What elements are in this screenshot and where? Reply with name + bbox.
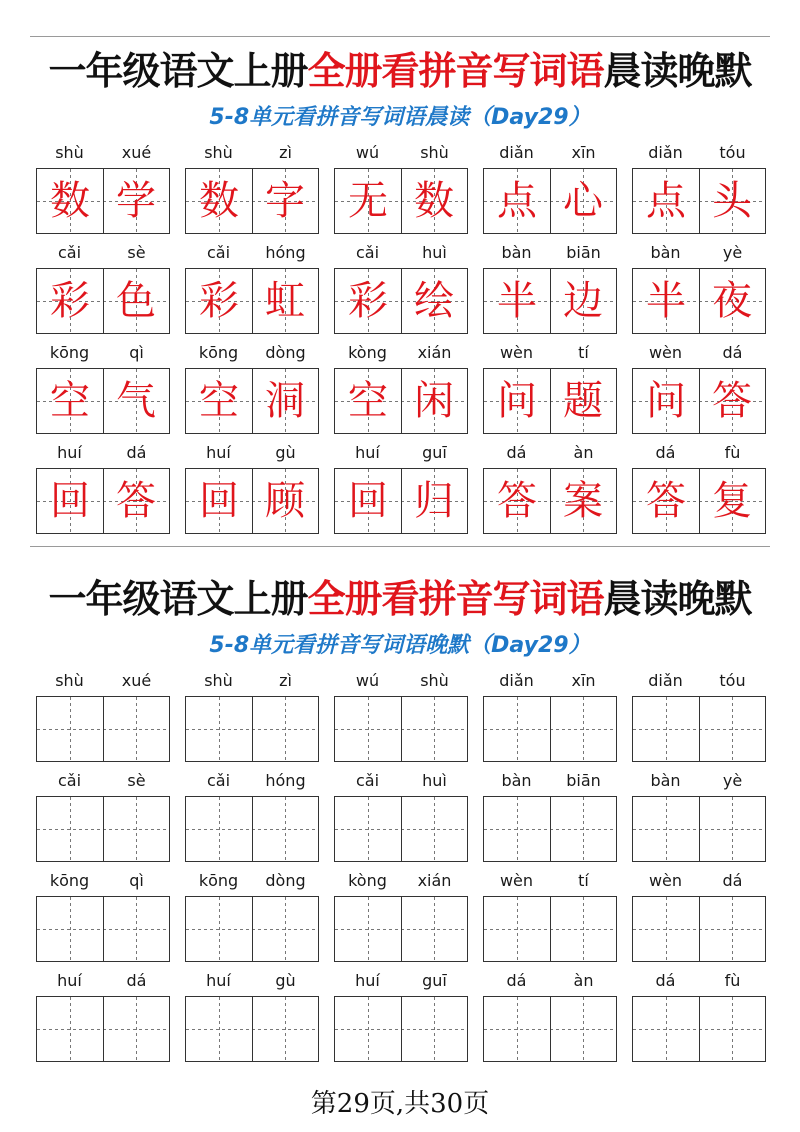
hanzi-character: 空 [50,378,90,424]
writing-box[interactable] [334,696,468,762]
word-row [0,240,800,336]
title-suffix: 晨读晚默 [603,48,752,93]
pinyin-label: huí [355,443,380,462]
hanzi-character: 夜 [712,278,752,324]
pinyin-label: huì [422,771,447,790]
pinyin-label: xián [417,871,452,890]
pinyin-label: gù [275,443,296,462]
pinyin-label: zì [279,671,292,690]
hanzi-character: 点 [646,178,686,224]
tianzige-box [334,368,468,434]
tianzige-box [632,468,766,534]
hanzi-character: 问 [646,378,686,424]
writing-box[interactable] [632,996,766,1062]
word-cell [185,340,319,436]
writing-box[interactable] [36,796,170,862]
hanzi-character: 回 [348,478,388,524]
word-cell [334,968,468,1064]
pinyin-label: wú [355,671,380,690]
pinyin-label: kòng [348,343,387,362]
word-cell [632,340,766,436]
pinyin-label: diǎn [499,671,534,690]
hanzi-character: 绘 [414,278,454,324]
tianzige-box [36,168,170,234]
pinyin-label: kōng [49,343,90,362]
title-highlight: 全册看拼音写词语 [307,48,604,93]
hanzi-character: 案 [563,478,603,524]
section-subtitle: 5-8单元看拼音写词语晨读（Day29） [209,105,591,130]
word-row [0,768,800,864]
evening-dictation-section [0,564,800,1074]
pinyin-label: tóu [719,143,746,162]
pinyin-label: cǎi [206,243,231,262]
pinyin-label: huì [422,243,447,262]
pinyin-label: shù [55,671,84,690]
pinyin-label: àn [573,971,594,990]
pinyin-label: xīn [571,671,596,690]
word-cell [632,140,766,236]
pinyin-label: dá [655,443,676,462]
writing-box[interactable] [483,696,617,762]
pinyin-label: fù [724,443,741,462]
word-cell [185,868,319,964]
hanzi-character: 气 [116,378,156,424]
pinyin-label: huí [206,971,231,990]
word-cell [483,340,617,436]
word-cell [334,868,468,964]
word-cell [36,768,170,864]
word-cell [632,968,766,1064]
word-row [0,668,800,764]
word-cell [36,340,170,436]
hanzi-character: 问 [497,378,537,424]
writing-box[interactable] [632,696,766,762]
tianzige-box [36,368,170,434]
pinyin-label: àn [573,443,594,462]
hanzi-character: 色 [116,278,156,324]
section-title [0,42,800,100]
pinyin-label: wú [355,143,380,162]
morning-reading-section [0,36,800,546]
tianzige-box [632,168,766,234]
hanzi-character: 学 [116,178,156,224]
pinyin-label: qì [129,871,144,890]
writing-box[interactable] [36,896,170,962]
middle-divider [30,546,770,547]
word-cell [36,868,170,964]
word-cell [185,668,319,764]
word-cell [483,140,617,236]
pinyin-label: cǎi [57,243,82,262]
pinyin-label: huí [57,443,82,462]
writing-box[interactable] [36,996,170,1062]
section-title [0,570,800,628]
hanzi-character: 字 [265,178,305,224]
hanzi-character: 数 [50,178,90,224]
pinyin-label: wèn [648,343,683,362]
section-subtitle: 5-8单元看拼音写词语晚默（Day29） [209,633,591,658]
hanzi-character: 虹 [265,278,305,324]
pinyin-label: yè [722,771,743,790]
title-prefix: 一年级语文上册 [48,576,308,621]
hanzi-character: 边 [563,278,603,324]
pinyin-label: cǎi [57,771,82,790]
hanzi-character: 点 [497,178,537,224]
word-cell [483,768,617,864]
hanzi-character: 回 [199,478,239,524]
word-row [0,440,800,536]
pinyin-label: diǎn [648,143,683,162]
tianzige-box [632,268,766,334]
pinyin-label: kōng [198,343,239,362]
pinyin-label: biān [566,771,601,790]
writing-box[interactable] [334,796,468,862]
pinyin-label: tí [578,871,589,890]
hanzi-character: 彩 [50,278,90,324]
pinyin-label: fù [724,971,741,990]
word-cell [185,140,319,236]
word-cell [36,968,170,1064]
hanzi-character: 闲 [414,378,454,424]
word-cell [334,668,468,764]
word-cell [334,440,468,536]
pinyin-label: biān [566,243,601,262]
word-row [0,340,800,436]
pinyin-label: huí [206,443,231,462]
pinyin-label: cǎi [206,771,231,790]
hanzi-character: 空 [348,378,388,424]
pinyin-label: diǎn [499,143,534,162]
pinyin-label: hóng [265,771,306,790]
pinyin-label: xián [417,343,452,362]
writing-box[interactable] [185,796,319,862]
hanzi-character: 答 [712,378,752,424]
pinyin-label: huí [355,971,380,990]
tianzige-box [334,468,468,534]
tianzige-box [334,168,468,234]
word-cell [483,440,617,536]
pinyin-label: bàn [501,243,532,262]
hanzi-character: 数 [199,178,239,224]
pinyin-label: huí [57,971,82,990]
writing-box[interactable] [334,996,468,1062]
hanzi-character: 复 [712,478,752,524]
writing-box[interactable] [185,696,319,762]
tianzige-box [185,468,319,534]
pinyin-label: guī [422,443,447,462]
title-prefix: 一年级语文上册 [48,48,308,93]
hanzi-character: 答 [497,478,537,524]
pinyin-label: cǎi [355,243,380,262]
hanzi-character: 无 [348,178,388,224]
pinyin-label: bàn [650,243,681,262]
hanzi-character: 半 [646,278,686,324]
word-cell [334,240,468,336]
pinyin-label: shù [420,143,449,162]
word-cell [36,440,170,536]
hanzi-character: 洞 [265,378,305,424]
word-cell [483,868,617,964]
pinyin-label: bàn [650,771,681,790]
tianzige-box [36,468,170,534]
hanzi-character: 顾 [265,478,305,524]
word-row [0,968,800,1064]
word-cell [632,440,766,536]
hanzi-character: 空 [199,378,239,424]
word-row [0,140,800,236]
word-cell [185,240,319,336]
word-cell [36,140,170,236]
word-cell [334,768,468,864]
word-cell [334,340,468,436]
writing-box[interactable] [632,896,766,962]
word-cell [334,140,468,236]
pinyin-label: dá [655,971,676,990]
tianzige-box [185,368,319,434]
writing-box[interactable] [483,896,617,962]
word-cell [632,240,766,336]
writing-box[interactable] [185,996,319,1062]
pinyin-label: kōng [198,871,239,890]
pinyin-label: kòng [348,871,387,890]
tianzige-box [483,468,617,534]
word-cell [185,768,319,864]
writing-box[interactable] [483,996,617,1062]
hanzi-character: 回 [50,478,90,524]
pinyin-label: tí [578,343,589,362]
word-cell [185,968,319,1064]
pinyin-label: tóu [719,671,746,690]
word-cell [632,768,766,864]
pinyin-label: sè [127,771,146,790]
pinyin-label: wèn [499,871,534,890]
writing-box[interactable] [632,796,766,862]
pinyin-label: shù [204,671,233,690]
pinyin-label: dá [506,971,527,990]
pinyin-label: xué [121,143,152,162]
word-cell [483,240,617,336]
hanzi-character: 彩 [348,278,388,324]
pinyin-label: dá [722,343,743,362]
writing-box[interactable] [334,896,468,962]
page-number: 第29页,共30页 [310,1089,490,1119]
word-cell [632,868,766,964]
pinyin-label: guī [422,971,447,990]
pinyin-label: dá [506,443,527,462]
hanzi-character: 题 [563,378,603,424]
pinyin-label: shù [55,143,84,162]
pinyin-label: diǎn [648,671,683,690]
word-cell [483,668,617,764]
word-row [0,868,800,964]
pinyin-label: dá [722,871,743,890]
hanzi-character: 答 [116,478,156,524]
pinyin-label: qì [129,343,144,362]
word-cell [36,240,170,336]
pinyin-label: xīn [571,143,596,162]
pinyin-label: bàn [501,771,532,790]
tianzige-box [483,168,617,234]
pinyin-label: cǎi [355,771,380,790]
pinyin-label: gù [275,971,296,990]
pinyin-label: dòng [265,871,306,890]
title-highlight: 全册看拼音写词语 [307,576,604,621]
hanzi-character: 归 [414,478,454,524]
word-cell [36,668,170,764]
pinyin-label: dá [126,443,147,462]
tianzige-box [185,168,319,234]
pinyin-label: dá [126,971,147,990]
pinyin-label: xué [121,671,152,690]
pinyin-label: wèn [648,871,683,890]
pinyin-label: shù [420,671,449,690]
pinyin-label: yè [722,243,743,262]
tianzige-box [185,268,319,334]
pinyin-label: shù [204,143,233,162]
tianzige-box [483,268,617,334]
tianzige-box [483,368,617,434]
word-cell [632,668,766,764]
pinyin-label: kōng [49,871,90,890]
hanzi-character: 答 [646,478,686,524]
writing-box[interactable] [36,696,170,762]
tianzige-box [334,268,468,334]
pinyin-label: wèn [499,343,534,362]
hanzi-character: 半 [497,278,537,324]
writing-box[interactable] [185,896,319,962]
pinyin-label: dòng [265,343,306,362]
tianzige-box [36,268,170,334]
hanzi-character: 心 [563,178,603,224]
hanzi-character: 彩 [199,278,239,324]
word-cell [185,440,319,536]
hanzi-character: 头 [712,178,752,224]
pinyin-label: zì [279,143,292,162]
title-suffix: 晨读晚默 [603,576,752,621]
pinyin-label: hóng [265,243,306,262]
hanzi-character: 数 [414,178,454,224]
tianzige-box [632,368,766,434]
word-cell [483,968,617,1064]
writing-box[interactable] [483,796,617,862]
pinyin-label: sè [127,243,146,262]
